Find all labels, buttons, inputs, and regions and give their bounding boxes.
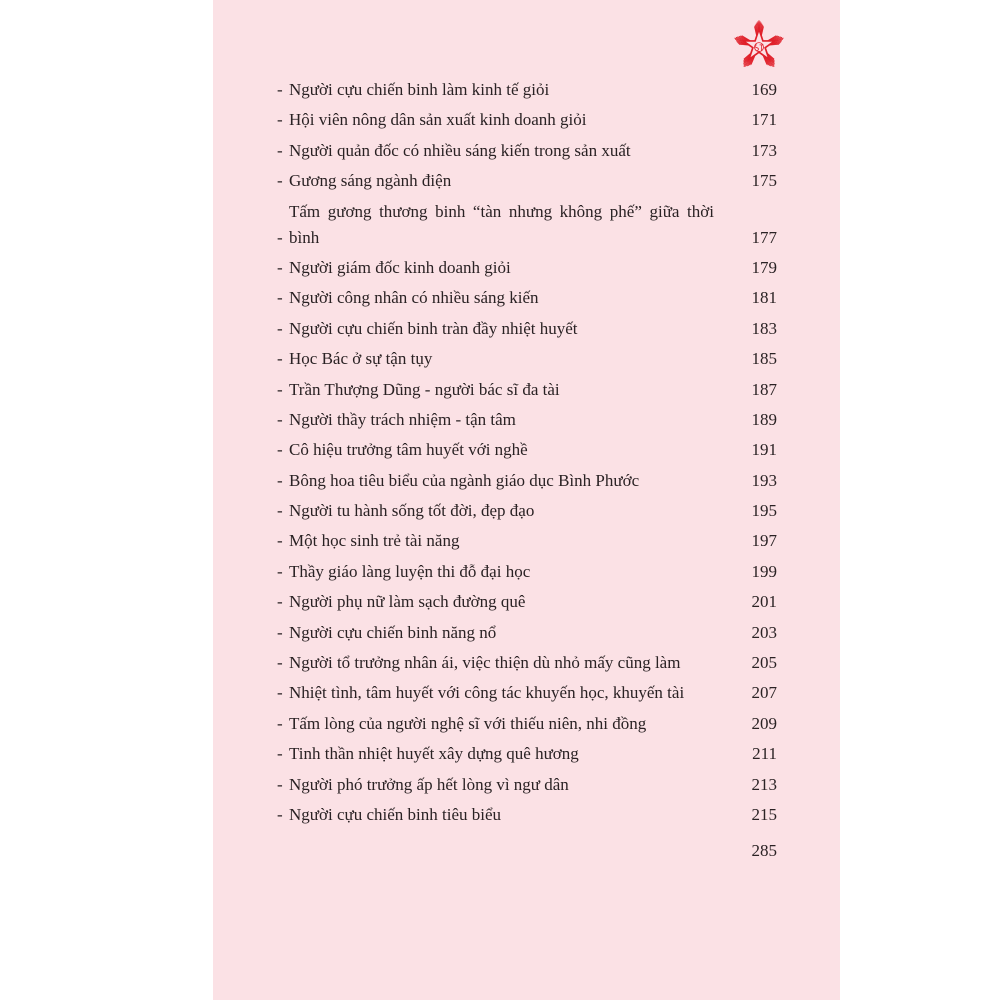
entry-dash: - xyxy=(277,80,283,99)
entry-page-number: 193 xyxy=(751,470,777,490)
entry-page-number: 197 xyxy=(751,531,777,551)
entry-dash: - xyxy=(277,110,283,130)
entry-title: Người giám đốc kinh doanh giỏi xyxy=(289,257,511,277)
toc-entry[interactable] xyxy=(277,346,777,372)
toc-entry[interactable] xyxy=(277,138,777,164)
entry-page-number: 209 xyxy=(751,713,777,733)
entry-title: Người phụ nữ làm sạch đường quê xyxy=(289,592,526,612)
entry-title: Người thầy trách nhiệm - tận tâm xyxy=(289,409,516,429)
toc-entry[interactable] xyxy=(277,77,777,103)
entry-page-number: 185 xyxy=(751,349,777,369)
entry-title: Nhiệt tình, tâm huyết với công tác khuyến học, khuyến tài xyxy=(289,683,685,703)
entry-dash: - xyxy=(277,653,283,673)
toc-entries xyxy=(277,77,777,828)
toc-entry[interactable] xyxy=(277,650,777,676)
entry-page-number: 191 xyxy=(751,440,777,460)
entry-page-number: 215 xyxy=(751,804,777,824)
entry-dash: - xyxy=(277,257,283,277)
entry-title: Hội viên nông dân sản xuất kinh doanh giỏi xyxy=(289,110,587,130)
entry-dash: - xyxy=(277,744,283,764)
entry-dash: - xyxy=(277,592,283,612)
entry-title: Người cựu chiến binh làm kinh tế giỏi xyxy=(289,80,550,99)
entry-dash: - xyxy=(277,349,283,369)
toc-entry[interactable] xyxy=(277,437,777,463)
toc-entry[interactable] xyxy=(277,107,777,133)
entry-dash: - xyxy=(277,288,283,308)
table-of-contents xyxy=(277,77,777,864)
entry-dash: - xyxy=(277,683,283,703)
toc-entry[interactable] xyxy=(277,407,777,433)
entry-dash: - xyxy=(277,804,283,824)
entry-dash: - xyxy=(277,227,283,247)
entry-title: Người công nhân có nhiều sáng kiến xyxy=(289,288,539,308)
entry-dash: - xyxy=(277,140,283,160)
entry-page-number: 211 xyxy=(752,744,777,764)
entry-page-number: 183 xyxy=(751,318,777,338)
entry-title: Học Bác ở sự tận tụy xyxy=(289,349,433,369)
toc-entry[interactable] xyxy=(277,168,777,194)
entry-title: Người tu hành sống tốt đời, đẹp đạo xyxy=(289,501,535,521)
toc-entry[interactable] xyxy=(277,772,777,798)
entry-page-number: 187 xyxy=(751,379,777,399)
entry-title: Gương sáng ngành điện xyxy=(289,171,452,191)
toc-entry[interactable] xyxy=(277,528,777,554)
entry-title: Người phó trưởng ấp hết lòng vì ngư dân xyxy=(289,774,569,794)
entry-dash: - xyxy=(277,409,283,429)
toc-entry[interactable] xyxy=(277,498,777,524)
entry-dash: - xyxy=(277,622,283,642)
entry-page-number: 207 xyxy=(751,683,777,703)
entry-title: Tấm gương thương binh “tàn nhưng không phế” giữa thời bình xyxy=(289,201,714,247)
entry-title: Tấm lòng của người nghệ sĩ với thiếu niên, nhi đồng xyxy=(289,713,647,733)
entry-dash: - xyxy=(277,379,283,399)
toc-entry[interactable] xyxy=(277,741,777,767)
entry-title: Thầy giáo làng luyện thi đỗ đại học xyxy=(289,561,531,581)
entry-title: Bông hoa tiêu biểu của ngành giáo dục Bình Phước xyxy=(289,470,640,490)
entry-dash: - xyxy=(277,713,283,733)
entry-page-number: 171 xyxy=(751,110,777,130)
entry-page-number: 181 xyxy=(751,288,777,308)
entry-page-number: 177 xyxy=(751,227,777,247)
entry-page-number: 195 xyxy=(751,501,777,521)
entry-title: Người cựu chiến binh năng nổ xyxy=(289,622,497,642)
entry-page-number: 189 xyxy=(751,409,777,429)
toc-entry[interactable] xyxy=(277,680,777,706)
entry-dash: - xyxy=(277,440,283,460)
toc-entry[interactable] xyxy=(277,255,777,281)
toc-entry[interactable] xyxy=(277,377,777,403)
entry-dash: - xyxy=(277,531,283,551)
toc-entry[interactable] xyxy=(277,468,777,494)
entry-dash: - xyxy=(277,501,283,521)
entry-page-number: 205 xyxy=(751,653,777,673)
entry-page-number: 179 xyxy=(751,257,777,277)
entry-page-number: 175 xyxy=(751,171,777,191)
entry-page-number: 173 xyxy=(751,140,777,160)
toc-entry[interactable] xyxy=(277,316,777,342)
entry-title: Cô hiệu trưởng tâm huyết với nghề xyxy=(289,440,528,460)
entry-dash: - xyxy=(277,171,283,191)
entry-title: Tinh thần nhiệt huyết xây dựng quê hương xyxy=(289,744,579,764)
toc-entry[interactable] xyxy=(277,559,777,585)
entry-dash: - xyxy=(277,470,283,490)
entry-title: Trần Thượng Dũng - người bác sĩ đa tài xyxy=(289,379,560,399)
toc-entry[interactable] xyxy=(277,711,777,737)
entry-dash: - xyxy=(277,774,283,794)
toc-entry[interactable] xyxy=(277,802,777,828)
entry-page-number: 201 xyxy=(751,592,777,612)
toc-entry[interactable] xyxy=(277,589,777,615)
entry-page-number: 203 xyxy=(751,622,777,642)
entry-title: Người tổ trưởng nhân ái, việc thiện dù nhỏ mấy cũng làm xyxy=(289,653,681,673)
entry-dash: - xyxy=(277,561,283,581)
entry-page-number: 199 xyxy=(751,561,777,581)
entry-title: Người cựu chiến binh tiêu biểu xyxy=(289,804,502,824)
entry-page-number: 169 xyxy=(751,80,777,99)
toc-entry[interactable] xyxy=(277,199,777,251)
toc-entry[interactable] xyxy=(277,620,777,646)
page-number: 285 xyxy=(751,840,777,860)
entry-title: Một học sinh trẻ tài năng xyxy=(289,531,460,551)
entry-page-number: 213 xyxy=(751,774,777,794)
star-emblem-icon xyxy=(731,18,787,74)
entry-title: Người cựu chiến binh tràn đầy nhiệt huyết xyxy=(289,318,578,338)
entry-title: Người quản đốc có nhiều sáng kiến trong sản xuất xyxy=(289,140,631,160)
entry-dash: - xyxy=(277,318,283,338)
toc-entry[interactable] xyxy=(277,285,777,311)
